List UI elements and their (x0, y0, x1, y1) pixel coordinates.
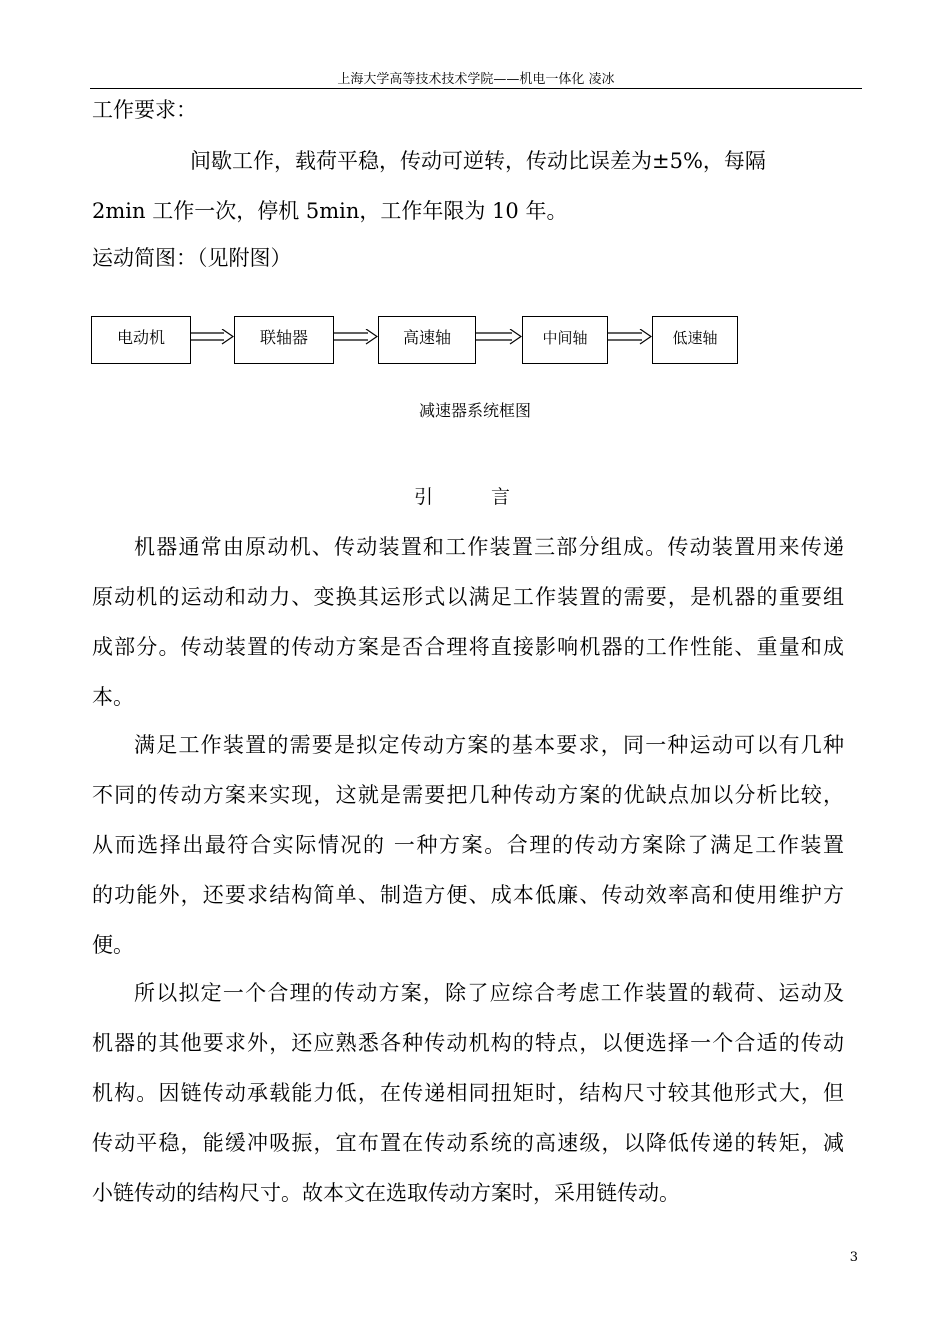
requirements-title: 工作要求： (92, 98, 197, 122)
arrow-1-icon (191, 329, 234, 345)
box-coupling: 联轴器 (234, 316, 334, 364)
paragraph-line: 便。 (92, 933, 134, 957)
paragraph-line: 的功能外，还要求结构简单、制造方便、成本低廉、传动效率高和使用维护方 (92, 883, 844, 907)
paragraph-line: 本。 (92, 685, 134, 709)
arrow-3-icon (476, 329, 522, 345)
paragraph-1 (92, 532, 844, 732)
arrow-4-icon (608, 329, 652, 345)
box-intermediate-shaft: 中间轴 (522, 316, 608, 364)
page-number: 3 (849, 1250, 858, 1265)
paragraph-line: 原动机的运动和动力、变换其运形式以满足工作装置的需要，是机器的重要组 (92, 585, 844, 609)
box-motor: 电动机 (91, 316, 191, 364)
box-low-speed-shaft: 低速轴 (652, 316, 738, 364)
paragraph-line: 传动平稳，能缓冲吸振，宜布置在传动系统的高速级，以降低传递的转矩，减 (92, 1131, 844, 1155)
requirements-line-2: 2min 工作一次，停机 5min，工作年限为 10 年。 (92, 199, 568, 223)
section-title: 引 言 (413, 486, 537, 508)
paragraph-line: 所以拟定一个合理的传动方案，除了应综合考虑工作装置的载荷、运动及 (134, 981, 844, 1005)
box-high-speed-shaft: 高速轴 (378, 316, 476, 364)
paragraph-line: 满足工作装置的需要是拟定传动方案的基本要求，同一种运动可以有几种 (134, 733, 844, 757)
paragraph-2 (92, 730, 844, 980)
page-header: 上海大学高等技术技术学院——机电一体化 凌冰 (337, 72, 615, 87)
arrow-2-icon (334, 329, 378, 345)
paragraph-line: 不同的传动方案来实现，这就是需要把几种传动方案的优缺点加以分析比较， (92, 783, 844, 807)
header-rule (90, 88, 862, 89)
paragraph-line: 机器通常由原动机、传动装置和工作装置三部分组成。传动装置用来传递 (134, 535, 844, 559)
requirements-line-1: 间歇工作，载荷平稳，传动可逆转，传动比误差为±5%，每隔 (190, 149, 766, 173)
diagram-title: 运动简图：（见附图） (92, 246, 292, 270)
paragraph-3 (92, 978, 844, 1228)
paragraph-line: 机器的其他要求外，还应熟悉各种传动机构的特点，以便选择一个合适的传动 (92, 1031, 844, 1055)
paragraph-line: 成部分。传动装置的传动方案是否合理将直接影响机器的工作性能、重量和成 (92, 635, 844, 659)
paragraph-line: 从而选择出最符合实际情况的 一种方案。合理的传动方案除了满足工作装置 (92, 833, 844, 857)
paragraph-line: 机构。因链传动承载能力低，在传递相同扭矩时，结构尺寸较其他形式大，但 (92, 1081, 844, 1105)
paragraph-line: 小链传动的结构尺寸。故本文在选取传动方案时，采用链传动。 (92, 1181, 680, 1205)
diagram-caption: 减速器系统框图 (418, 401, 531, 420)
